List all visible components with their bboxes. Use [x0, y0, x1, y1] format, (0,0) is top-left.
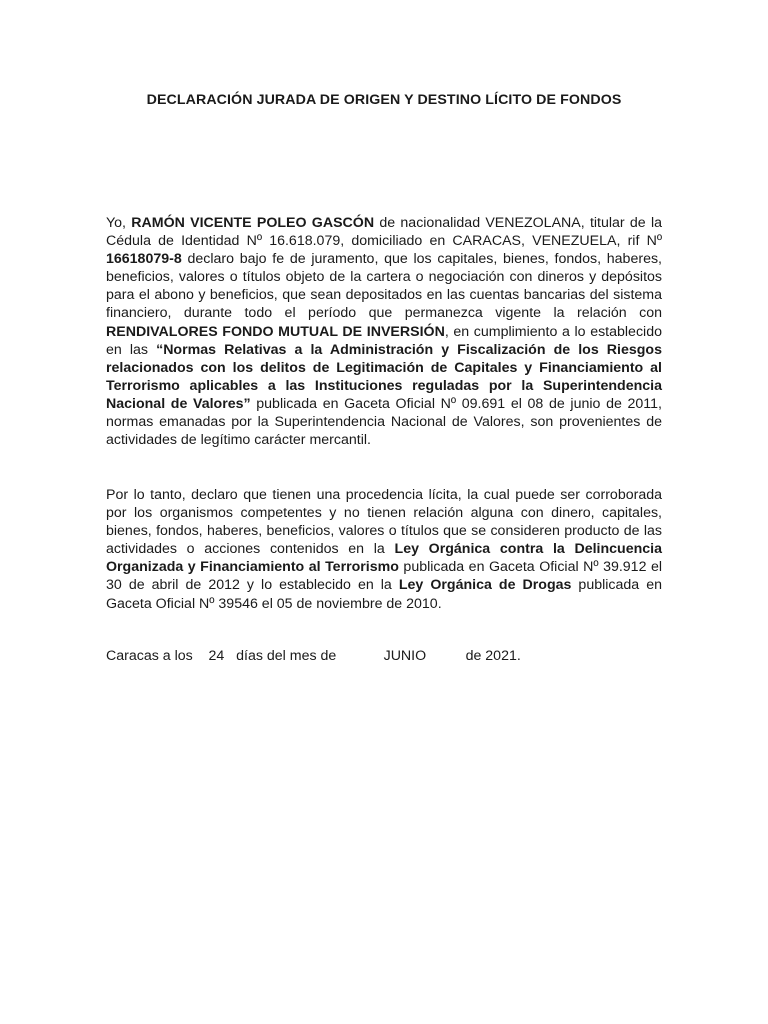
p2-text-2: publicada en Gaceta Oficial Nº 39.912 el 30 de abril de 2012 y lo establecido en la [106, 559, 663, 594]
p1-text-3: declaro bajo fe de juramento, que los capitales, bienes, fondos, haberes, beneficios, valores o títulos objeto de la cartera o negociación con dineros y depósitos para el abono y beneficios, que sean depositados en las cuentas bancarias del sistema financiero, durante todo el período que permanezca vigente la relación con [106, 251, 662, 322]
rif-number: 16618079-8 [106, 251, 182, 268]
p1-text-1: Yo, [106, 215, 132, 231]
p1-text-5: publicada en Gaceta Oficial Nº 09.691 el 08 de junio de 2011, normas emanadas por la Superintendencia Nacional de Valores, son provenientes de actividades de legítimo carácter mercantil. [106, 395, 662, 449]
p2-text-3: publicada en Gaceta Oficial Nº 39546 el 05 de noviembre de 2010. [106, 577, 662, 612]
lawful-origin-paragraph [106, 486, 662, 613]
p1-text-2: de nacionalidad VENEZOLANA, titular de la Cédula de Identidad Nº 16.618.079, domiciliado en CARACAS, VENEZUELA, rif Nº [106, 215, 663, 250]
closing-prefix: Caracas a los [106, 648, 209, 664]
regulation-name: “Normas Relativas a la Administración y Fiscalización de los Riesgos relacionados con los delitos de Legitimación de Capitales y Financiamiento al Terrorismo aplicables a las Instituciones reguladas por la Superintendencia Nacional de Valores” [106, 341, 662, 412]
p1-text-4: , en cumplimiento a lo establecido en las [106, 323, 662, 358]
drugs-law: Ley Orgánica de Drogas [398, 577, 572, 594]
closing-suffix: de 2021. [426, 648, 521, 664]
p2-text-1: Por lo tanto, declaro que tienen una procedencia lícita, la cual puede ser corroborada por los organismos competentes y no tienen relación alguna con dinero, capitales, bienes, fondos, haberes, beneficios, valores o títulos que se consideren producto de las actividades o acciones contenidos en la [106, 487, 662, 558]
declarant-name: RAMÓN VICENTE POLEO GASCÓN [131, 215, 375, 231]
closing-middle: días del mes de [224, 648, 384, 664]
closing-day: 24 [208, 648, 225, 664]
fund-name: RENDIVALORES FONDO MUTUAL DE INVERSIÓN [106, 323, 445, 340]
closing-month: JUNIO [383, 648, 427, 664]
organized-crime-law: Ley Orgánica contra la Delincuencia Organizada y Financiamiento al Terrorismo [106, 541, 662, 576]
declaration-paragraph [106, 214, 662, 449]
place-date-line [106, 647, 521, 665]
document-title: DECLARACIÓN JURADA DE ORIGEN Y DESTINO LÍCITO DE FONDOS [146, 92, 622, 108]
